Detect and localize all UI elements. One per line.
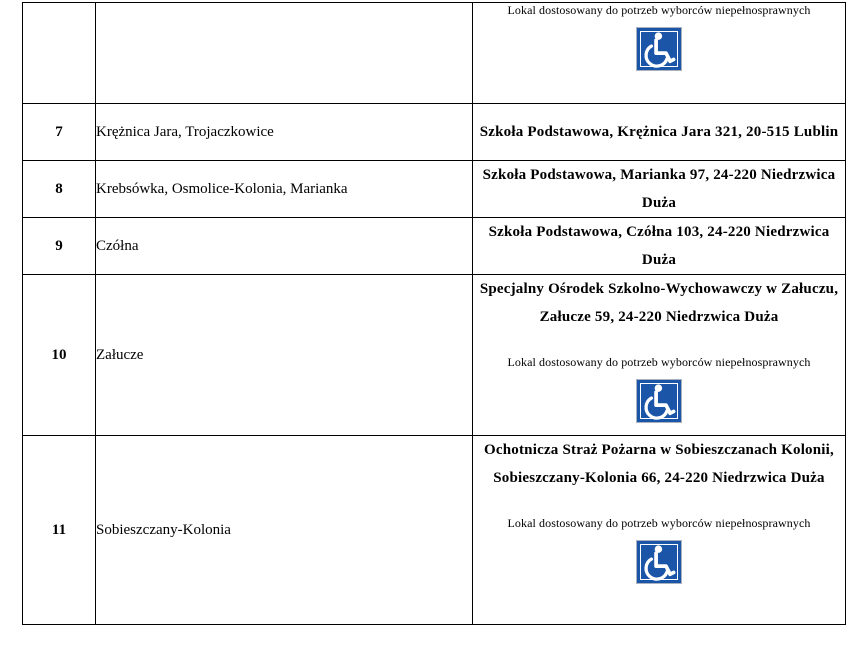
areas-cell <box>96 3 473 104</box>
station-address: Specjalny Ośrodek Szkolno-Wychowawczy w Załuczu, Załucze 59, 24-220 Niedrzwica Duża <box>479 281 839 325</box>
areas-cell: Sobieszczany-Kolonia <box>96 436 473 625</box>
table-row <box>23 161 846 218</box>
areas-cell: Czółna <box>96 218 473 275</box>
row-number-cell: 7 <box>23 104 96 161</box>
row-number-cell <box>23 3 96 104</box>
station-cell <box>473 161 846 218</box>
accessibility-note: Lokal dostosowany do potrzeb wyborców niepełnosprawnych <box>507 355 811 369</box>
station-address: Ochotnicza Straż Pożarna w Sobieszczanach Kolonii, Sobieszczany-Kolonia 66, 24-220 Niedrzwica Duża <box>484 442 834 486</box>
row-number-cell: 8 <box>23 161 96 218</box>
accessibility-note: Lokal dostosowany do potrzeb wyborców niepełnosprawnych <box>507 3 811 17</box>
station-cell <box>473 436 846 625</box>
station-cell <box>473 104 846 161</box>
station-address: Szkoła Podstawowa, Marianka 97, 24-220 Niedrzwica Duża <box>482 167 836 211</box>
row-number-cell: 10 <box>23 275 96 436</box>
areas-cell: Załucze <box>96 275 473 436</box>
row-number-cell: 11 <box>23 436 96 625</box>
polling-stations-table <box>22 2 846 625</box>
wheelchair-icon <box>636 27 682 71</box>
station-cell <box>473 275 846 436</box>
table-row <box>23 275 846 436</box>
table-row <box>23 218 846 275</box>
station-cell <box>473 218 846 275</box>
table-row <box>23 104 846 161</box>
accessibility-note: Lokal dostosowany do potrzeb wyborców niepełnosprawnych <box>507 516 811 530</box>
table-row <box>23 436 846 625</box>
table-row <box>23 3 846 104</box>
areas-cell: Krebsówka, Osmolice-Kolonia, Marianka <box>96 161 473 218</box>
station-address: Szkoła Podstawowa, Czółna 103, 24-220 Niedrzwica Duża <box>488 224 830 268</box>
wheelchair-icon <box>636 379 682 423</box>
station-address: Szkoła Podstawowa, Krężnica Jara 321, 20-515 Lublin <box>479 124 839 140</box>
wheelchair-icon <box>636 540 682 584</box>
station-cell <box>473 3 846 104</box>
row-number-cell: 9 <box>23 218 96 275</box>
areas-cell: Krężnica Jara, Trojaczkowice <box>96 104 473 161</box>
